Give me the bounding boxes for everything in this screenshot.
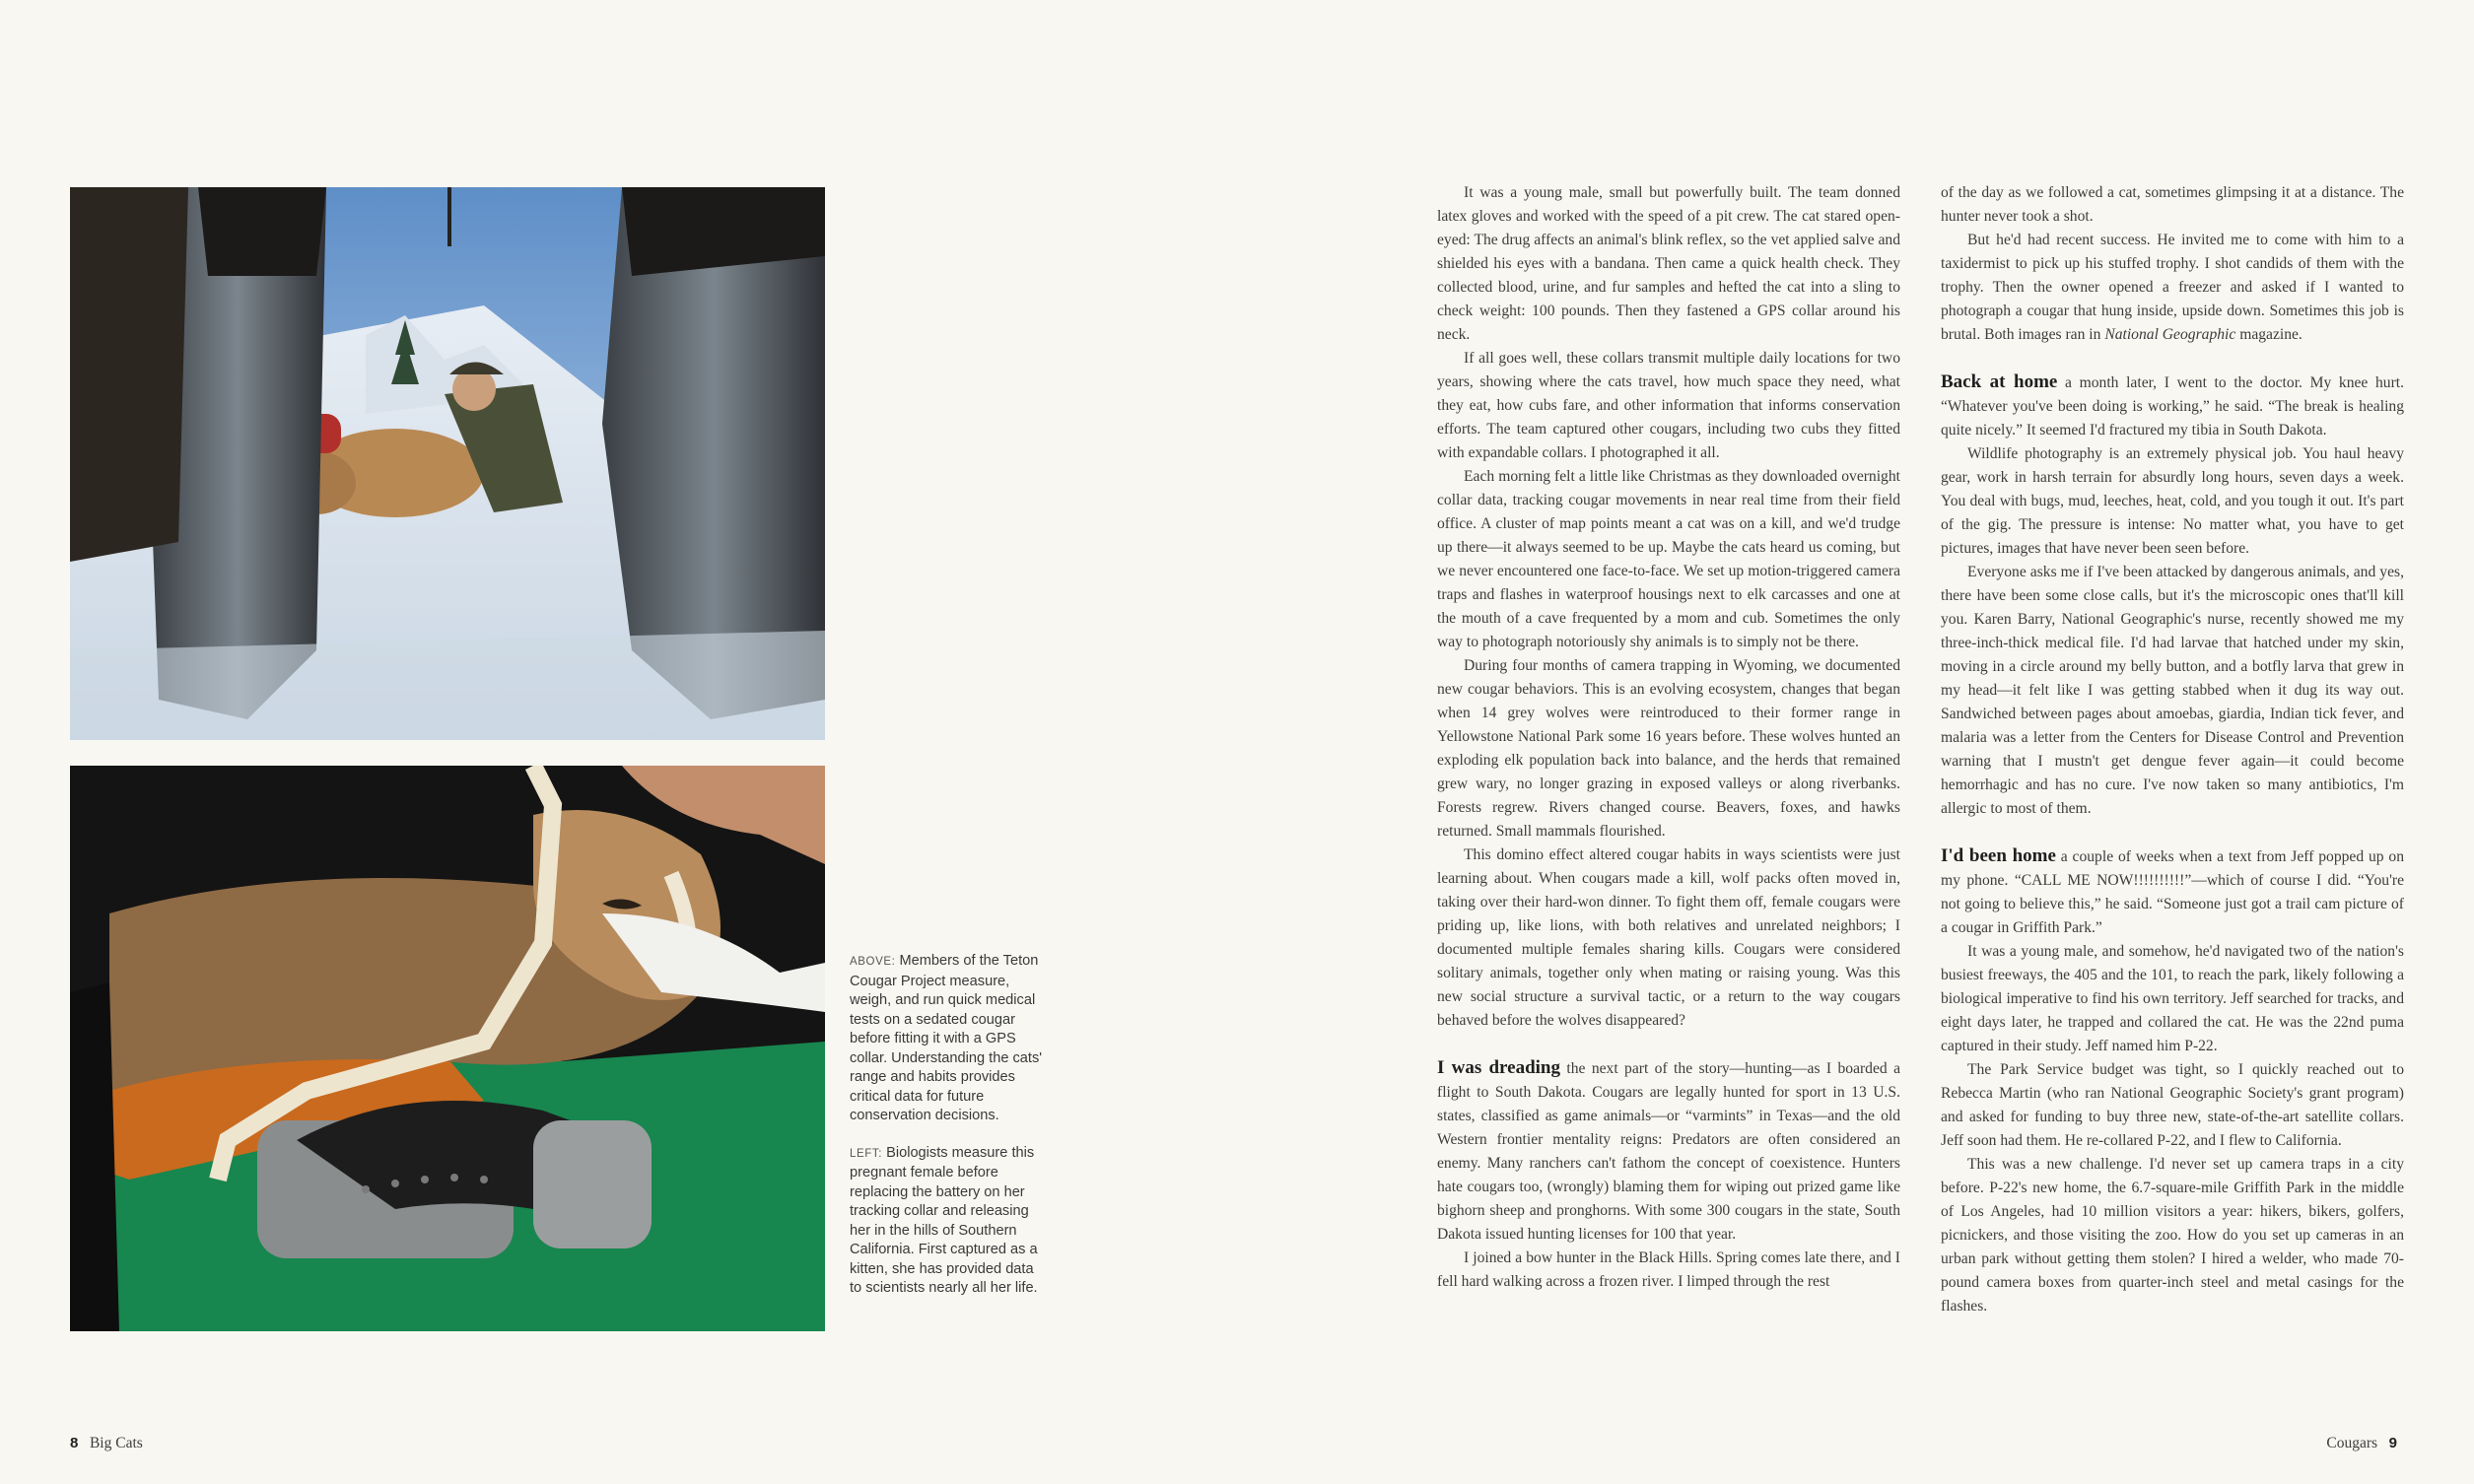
photo-cougar-snow — [70, 187, 825, 740]
section-title-right: Cougars — [2326, 1435, 2378, 1451]
paragraph: If all goes well, these collars transmit multiple daily locations for two years, showing where the cats travel, how much space they need, what they eat, how cubs fare, and other information that informs conservation efforts. The team captured other cougars, including two cubs they fitted with expandable collars. I photographed it all. — [1437, 350, 1900, 461]
page-number-right: 9 — [2388, 1435, 2397, 1451]
photo-cougar-snow-image — [70, 187, 825, 740]
paragraph: Each morning felt a little like Christmas as they downloaded overnight collar data, tracking cougar movements in near real time from their field office. A cluster of map points meant a cat was on a kill, and we'd trudge up there—it always seemed to be up. Maybe the cats heard us coming, but we never encountered one face-to-face. We set up motion-triggered camera traps and flashes in waterproof housings next to elk carcasses and one at the mouth of a cave frequented by a mom and cub. Sometimes the only way to photograph notoriously shy animals is to simply not be there. — [1437, 468, 1900, 650]
section-paragraph-been-home — [1941, 844, 2404, 940]
article-column-1 — [1437, 181, 1900, 1294]
paragraph-continued: of the day as we followed a cat, sometimes glimpsing it at a distance. The hunter never took a shot. — [1941, 184, 2404, 225]
paragraph: I joined a bow hunter in the Black Hills. Spring comes late there, and I fell hard walking across a frozen river. I limped through the rest — [1437, 1249, 1900, 1290]
caption-above — [850, 952, 1047, 1126]
photo-cougar-collar — [70, 766, 825, 1331]
caption-above-text: Members of the Teton Cougar Project measure, weigh, and run quick medical tests on a sedated cougar before fitting it with a GPS collar. Understanding the cats' range and habits provides critical data for future conservation decisions. — [850, 953, 1043, 1123]
caption-left-text: Biologists measure this pregnant female before replacing the battery on her tracking collar and releasing her in the hills of Southern California. First captured as a kitten, she has provided data to scientists nearly all her life. — [850, 1144, 1038, 1296]
paragraph-text-end: magazine. — [2235, 326, 2302, 343]
caption-above-label: ABOVE: — [850, 956, 896, 968]
section-lead-in: I was dreading — [1437, 1057, 1560, 1078]
paragraph-text: But he'd had recent success. He invited me to come with him to a taxidermist to pick up his stuffed trophy. I shot candids of them with the trophy. Then the owner opened a freezer and asked if I wanted to photograph a cougar that hung inside, upside down. Sometimes this job is brutal. Both images ran in — [1941, 232, 2404, 343]
section-text: a couple of weeks when a text from Jeff popped up on my phone. “CALL ME NOW!!!!!!!!!!”—which of course I did. “You're not going to believe this,” he said. “Someone just got a trail cam picture of a cougar in Griffith Park.” — [1941, 848, 2404, 936]
paragraph: During four months of camera trapping in Wyoming, we documented new cougar behaviors. This is an evolving ecosystem, changes that began when 14 grey wolves were reintroduced to their former range in Yellowstone National Park some 16 years before. These wolves hunted an exploding elk population back into balance, and the herds that remained grew wary, no longer grazing in exposed valleys or along riverbanks. Forests regrew. Rivers changed course. Beavers, foxes, and hawks returned. Small mammals flourished. — [1437, 657, 1900, 840]
paragraph — [1941, 229, 2404, 347]
article-column-2 — [1941, 181, 2404, 1318]
section-lead-in: Back at home — [1941, 371, 2058, 392]
caption-left — [850, 1144, 1047, 1299]
section-paragraph-back-at-home — [1941, 371, 2404, 442]
magazine-title: National Geographic — [2104, 326, 2236, 343]
paragraph: Wildlife photography is an extremely physical job. You haul heavy gear, work in harsh terrain for absurdly long hours, seven days a week. You deal with bugs, mud, leeches, heat, cold, and you tough it out. It's part of the gig. The pressure is intense: No matter what, you have to get pictures, images that have never been seen before. — [1941, 445, 2404, 557]
section-paragraph-dreading — [1437, 1056, 1900, 1247]
photo-captions — [850, 952, 1047, 1316]
folio-left — [70, 1435, 143, 1452]
paragraph: The Park Service budget was tight, so I quickly reached out to Rebecca Martin (who ran National Geographic Society's grant program) and asked for funding to buy three new, state-of-the-art satellite collars. Jeff soon had them. He re-collared P-22, and I flew to California. — [1941, 1061, 2404, 1149]
section-text: a month later, I went to the doctor. My knee hurt. “Whatever you've been doing is working,” he said. “The break is healing quite nicely.” It seemed I'd fractured my tibia in South Dakota. — [1941, 374, 2405, 438]
section-text: the next part of the story—hunting—as I boarded a flight to South Dakota. Cougars are legally hunted for sport in 13 U.S. states, classified as game animals—or “varmints” in Texas—and the old Western frontier mentality reigns: Predators are often considered an enemy. Many ranchers can't fathom the concept of coexistence. Hunters hate cougars too, (wrongly) blaming them for wiping out prized game like bighorn sheep and pronghorns. With some 300 cougars in the state, South Dakota issued hunting licenses for 100 that year. — [1437, 1060, 1901, 1243]
paragraph: Everyone asks me if I've been attacked by dangerous animals, and yes, there have been some close calls, but it's the microscopic ones that'll kill you. Karen Barry, National Geographic's nurse, recently showed me my three-inch-thick medical file. I'd had larvae that hatched under my skin, moving in a circle around my belly button, and a botfly larva that grew in my head—it felt like I was getting stabbed when it dug its way out. Sandwiched between pages about amoebas, giardia, Indian tick fever, and malaria was a letter from the Centers for Disease Control and Prevention warning that I mustn't get dengue fever again—it could become hemorrhagic and has no cure. I've now taken so many antibiotics, I'm allergic to most of them. — [1941, 564, 2404, 817]
section-title-left: Big Cats — [89, 1435, 143, 1451]
folio-right — [2326, 1435, 2397, 1452]
caption-left-label: LEFT: — [850, 1147, 883, 1160]
section-lead-in: I'd been home — [1941, 845, 2056, 866]
paragraph: It was a young male, and somehow, he'd navigated two of the nation's busiest freeways, the 405 and the 101, to reach the park, likely following a biological imperative to find his own territory. Jeff searched for tracks, and eight days later, he trapped and collared the cat. He was the 22nd puma captured in their study. Jeff named him P-22. — [1941, 943, 2404, 1054]
paragraph: This domino effect altered cougar habits in ways scientists were just learning about. When cougars made a kill, wolf packs often moved in, taking over their hard-won dinner. To fight them off, female cougars were priding up, like lions, with both relatives and unrelated neighbors; I documented multiple females sharing kills. Cougars were considered solitary animals, together only when mating or raising young. Was this new social structure a survival tactic, or a return to the way cougars behaved before the wolves disappeared? — [1437, 846, 1900, 1029]
paragraph: This was a new challenge. I'd never set up camera traps in a city before. P-22's new home, the 6.7-square-mile Griffith Park in the middle of Los Angeles, had 10 million visitors a year: hikers, bikers, golfers, picnickers, and those visiting the zoo. How do you set up cameras in an urban park without getting them stolen? I hired a welder, who made 70-pound camera boxes from quarter-inch steel and metal casings for the flashes. — [1941, 1156, 2404, 1315]
page-number-left: 8 — [70, 1435, 79, 1451]
paragraph: It was a young male, small but powerfully built. The team donned latex gloves and worked with the speed of a pit crew. The cat stared open-eyed: The drug affects an animal's blink reflex, so the vet applied salve and shielded his eyes with a bandana. Then came a quick health check. They collected blood, urine, and fur samples and hefted the cat into a sling to check weight: 100 pounds. Then they fastened a GPS collar around his neck. — [1437, 184, 1900, 343]
photo-cougar-collar-image — [70, 766, 825, 1331]
